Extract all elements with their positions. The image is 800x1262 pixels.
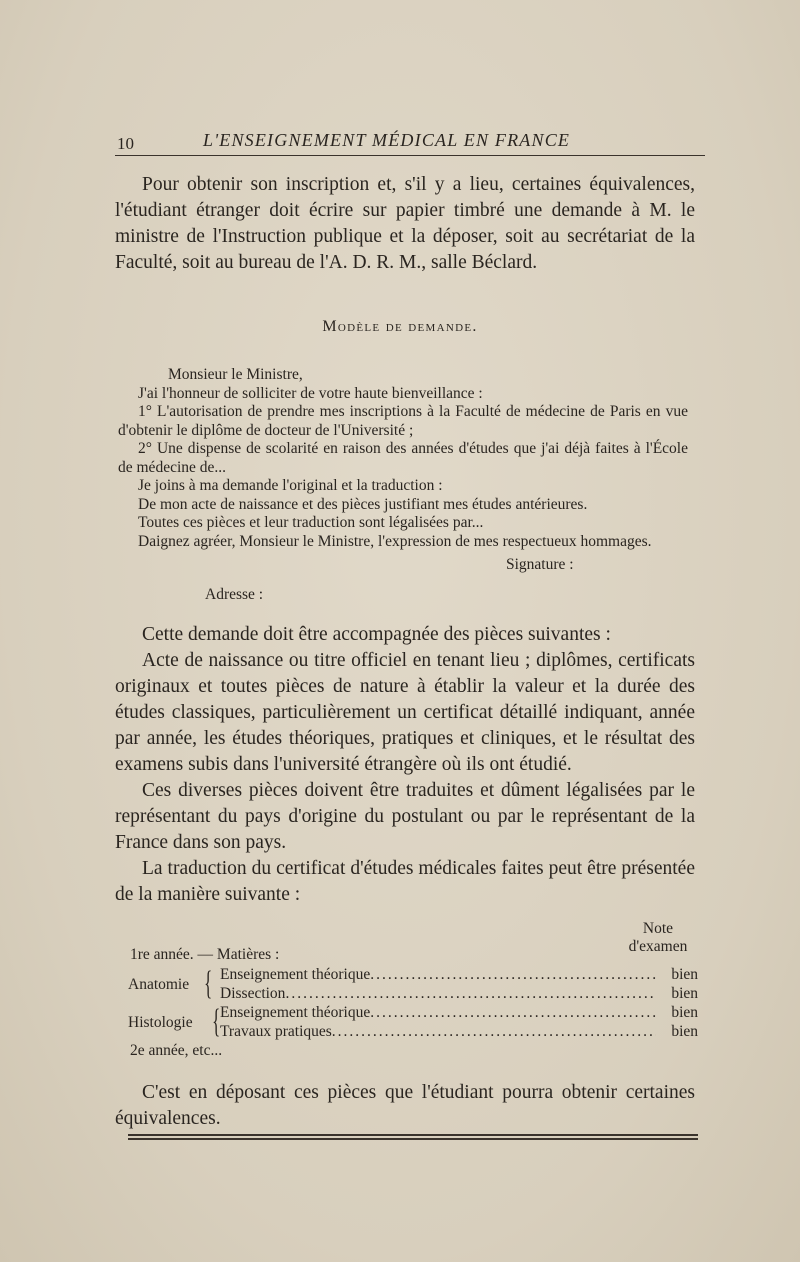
grade: bien xyxy=(671,966,698,983)
intro-paragraph: Pour obtenir son inscription et, s'il y a lieu, certaines équivalences, l'étudiant étranger doit écrire sur papier timbré une demande à M. le ministre de l'Instruction publique et la déposer, soit au secrétariat de la Faculté, soit au bureau de l'A. D. R. M., salle Béclard. xyxy=(115,174,695,273)
paragraph: Acte de naissance ou titre officiel en tenant lieu ; diplômes, certificats originaux et toutes pièces de nature à établir la valeur et la durée des études classiques, particulièrement un certificat détaillé indiquant, année par année, les études théoriques, pratiques et cliniques, et le résultat des examens subis dans l'université étrangère où ils ont étudié. xyxy=(115,650,695,775)
table-row xyxy=(220,1004,698,1023)
year-2-heading: 2e année, etc... xyxy=(130,1042,223,1059)
letter-salutation: Monsieur le Ministre, xyxy=(168,366,303,383)
grade: bien xyxy=(671,1004,698,1021)
year-1-heading: 1re année. — Matières : xyxy=(130,946,280,963)
letter-address: Adresse : xyxy=(205,586,264,603)
group-label: Anatomie xyxy=(128,976,190,993)
paragraph: Ces diverses pièces doivent être traduites et dûment légalisées par le représentant du pays d'origine du postulant ou par le représentant de la France dans son pays. xyxy=(115,780,695,853)
main-paragraphs xyxy=(115,622,695,908)
certificate-table xyxy=(128,966,698,1042)
paragraph: La traduction du certificat d'études médicales faites peut être présentée de la manière suivante : xyxy=(115,858,695,905)
letter-line: J'ai l'honneur de solliciter de votre haute bienveillance : xyxy=(138,384,483,402)
header-rule xyxy=(115,155,705,156)
grade: bien xyxy=(671,1022,698,1040)
letter-closing: Daignez agréer, Monsieur le Ministre, l'expression de mes respectueux hommages. xyxy=(138,532,652,550)
subject-name: Dissection xyxy=(220,984,286,1002)
subject-group xyxy=(128,966,698,1004)
grade: bien xyxy=(671,984,698,1002)
paragraph: Cette demande doit être accompagnée des pièces suivantes : xyxy=(142,624,611,645)
letter-item-2: 2° Une dispense de scolarité en raison des années d'études que j'ai déjà faites à l'École de médecine de... xyxy=(118,440,688,476)
leader-dots xyxy=(370,1004,656,1023)
letter-line: Je joins à ma demande l'original et la traduction : xyxy=(138,477,443,494)
page-number: 10 xyxy=(117,134,134,153)
closing-rule xyxy=(128,1138,698,1140)
note-column-header: Note d'examen xyxy=(628,920,688,955)
final-paragraph-block xyxy=(115,1080,695,1132)
final-paragraph: C'est en déposant ces pièces que l'étudiant pourra obtenir certaines équivalences. xyxy=(115,1082,695,1129)
leader-dots xyxy=(332,1023,656,1042)
brace-icon: { xyxy=(212,1003,221,1040)
table-row xyxy=(220,1023,698,1042)
brace-icon: { xyxy=(204,965,213,1002)
running-title: L'ENSEIGNEMENT MÉDICAL EN FRANCE xyxy=(203,130,571,150)
letter-line: Toutes ces pièces et leur traduction sont légalisées par... xyxy=(138,514,484,531)
group-label: Histologie xyxy=(128,1014,193,1031)
letter-line: De mon acte de naissance et des pièces justifiant mes études antérieures. xyxy=(138,495,588,513)
subject-group xyxy=(128,1004,698,1042)
subject-name: Enseignement théorique xyxy=(220,1004,371,1021)
model-title: Modèle de demande. xyxy=(322,318,478,335)
table-row xyxy=(220,966,698,985)
subject-name: Travaux pratiques xyxy=(220,1022,332,1040)
subject-name: Enseignement théorique xyxy=(220,966,371,983)
leader-dots xyxy=(285,985,656,1004)
letter-item-1: 1° L'autorisation de prendre mes inscriptions à la Faculté de médecine de Paris en vue d'obtenir le diplôme de docteur de l'Université ; xyxy=(118,403,688,439)
page-header xyxy=(115,128,690,156)
model-letter xyxy=(118,366,688,551)
leader-dots xyxy=(370,966,656,985)
intro-paragraph-block xyxy=(115,172,695,276)
letter-signature: Signature : xyxy=(506,556,574,573)
closing-rule xyxy=(128,1134,698,1136)
table-row xyxy=(220,985,698,1004)
